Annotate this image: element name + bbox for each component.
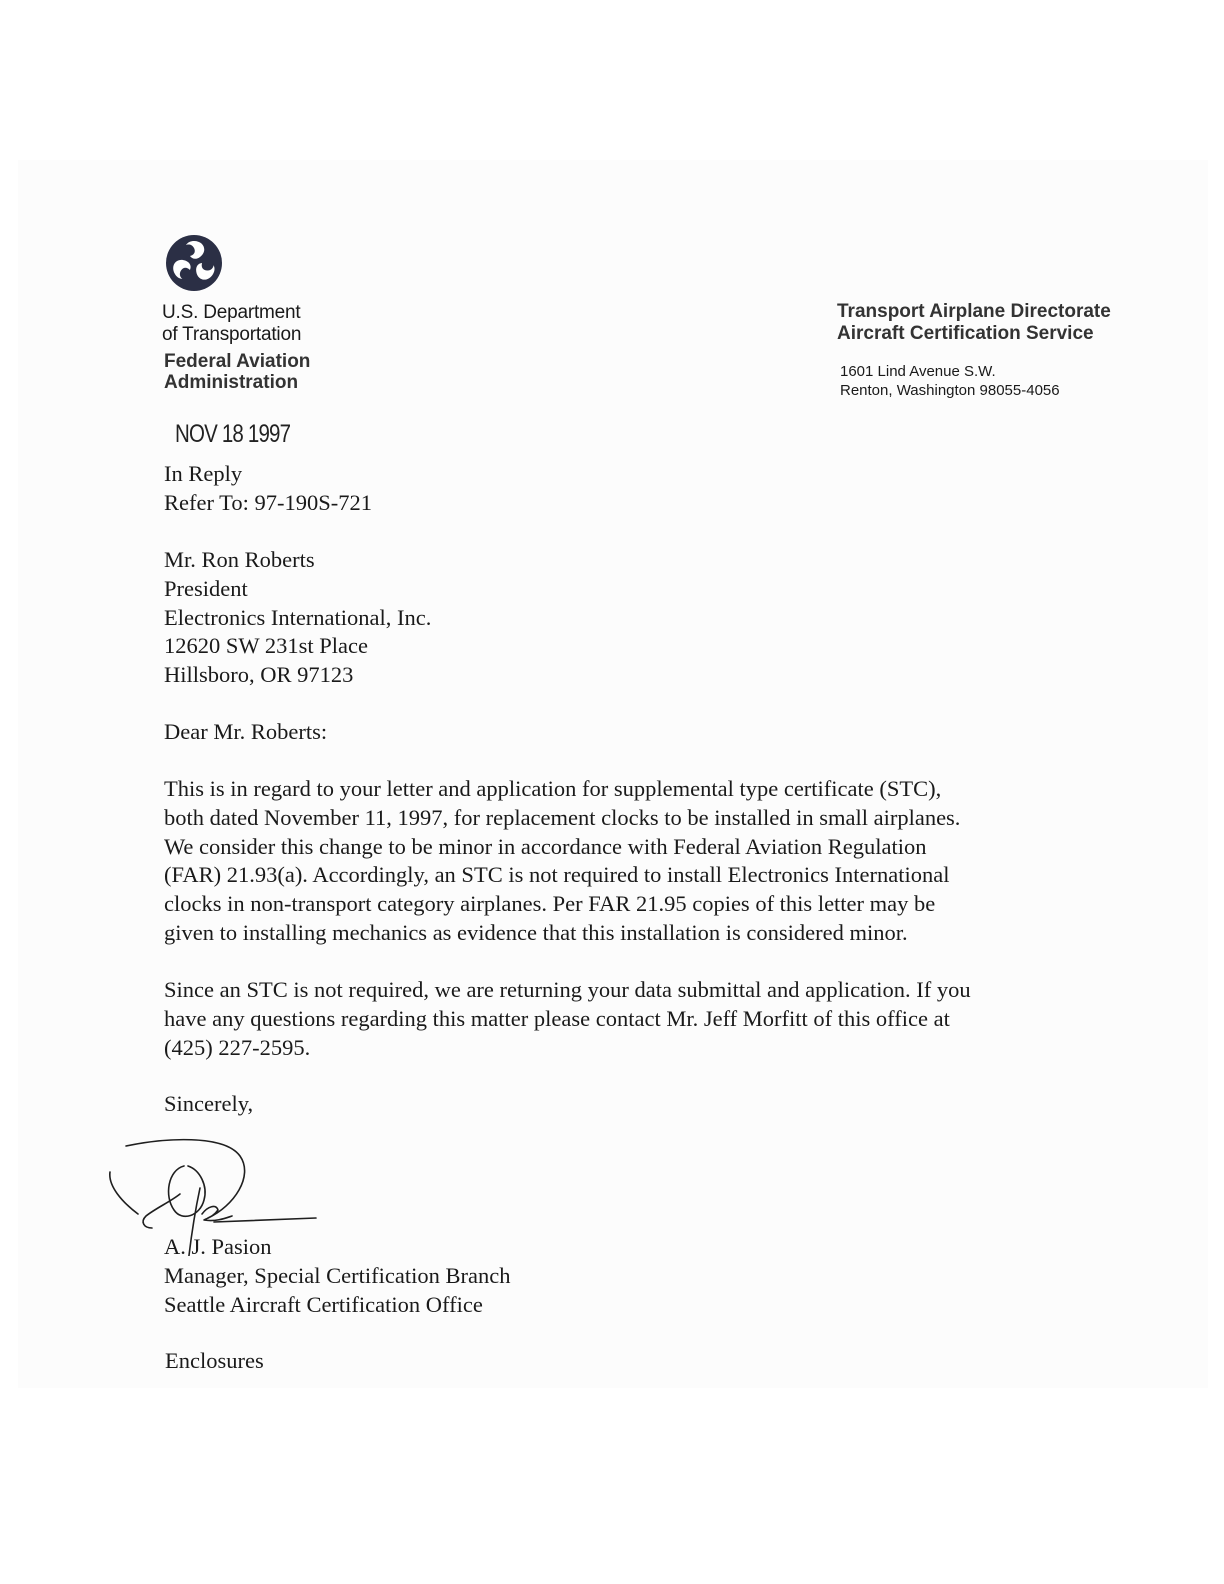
recipient-address bbox=[164, 546, 431, 690]
address-line-2: Renton, Washington 98055-4056 bbox=[840, 382, 1060, 399]
reply-line-1: In Reply bbox=[164, 461, 243, 486]
paragraph-line: (425) 227-2595. bbox=[164, 1034, 311, 1060]
recipient-line: Mr. Ron Roberts bbox=[164, 547, 315, 572]
department-line-2: of Transportation bbox=[162, 324, 302, 345]
paragraph-line: have any questions regarding this matter please contact Mr. Jeff Morfitt of this office at bbox=[164, 1005, 950, 1031]
recipient-line: President bbox=[164, 575, 248, 601]
signer-title: Manager, Special Certification Branch bbox=[164, 1262, 511, 1288]
paragraph-line: clocks in non-transport category airplanes. Per FAR 21.95 copies of this letter may be bbox=[164, 891, 936, 917]
paragraph-line: We consider this change to be minor in accordance with Federal Aviation Regulation bbox=[164, 833, 927, 859]
office-name bbox=[837, 301, 1111, 345]
signer-office: Seattle Aircraft Certification Office bbox=[164, 1291, 483, 1317]
office-line-2: Aircraft Certification Service bbox=[837, 323, 1094, 344]
signer-block bbox=[164, 1233, 510, 1319]
paragraph-line: both dated November 11, 1997, for replacement clocks to be installed in small airplanes. bbox=[164, 804, 961, 830]
address-line-1: 1601 Lind Avenue S.W. bbox=[840, 363, 996, 380]
body-paragraph-1 bbox=[164, 775, 960, 948]
paragraph-line: (FAR) 21.93(a). Accordingly, an STC is not required to install Electronics International bbox=[164, 862, 950, 888]
reply-reference bbox=[164, 460, 372, 518]
department-name bbox=[162, 302, 301, 346]
closing: Sincerely, bbox=[164, 1091, 254, 1116]
paragraph-line: Since an STC is not required, we are returning your data submittal and application. If you bbox=[164, 977, 971, 1002]
agency-name bbox=[164, 351, 310, 393]
reply-line-2: Refer To: 97-190S-721 bbox=[164, 489, 372, 515]
paragraph-line: given to installing mechanics as evidence that this installation is considered minor. bbox=[164, 919, 908, 945]
recipient-line: 12620 SW 231st Place bbox=[164, 633, 368, 659]
dot-triskelion-logo-icon bbox=[164, 233, 224, 293]
office-address bbox=[840, 362, 1060, 400]
salutation: Dear Mr. Roberts: bbox=[164, 719, 328, 744]
date-stamp: NOV 18 1997 bbox=[175, 420, 291, 448]
recipient-line: Hillsboro, OR 97123 bbox=[164, 662, 354, 688]
agency-line-1: Federal Aviation bbox=[164, 351, 311, 372]
recipient-line: Electronics International, Inc. bbox=[164, 604, 432, 630]
agency-line-2: Administration bbox=[164, 372, 299, 393]
paragraph-line: This is in regard to your letter and application for supplemental type certificate (STC), bbox=[164, 776, 942, 801]
enclosures-note: Enclosures bbox=[165, 1348, 264, 1373]
department-line-1: U.S. Department bbox=[162, 302, 301, 323]
signer-name: A. J. Pasion bbox=[164, 1234, 272, 1259]
office-line-1: Transport Airplane Directorate bbox=[837, 301, 1111, 322]
body-paragraph-2 bbox=[164, 976, 971, 1062]
